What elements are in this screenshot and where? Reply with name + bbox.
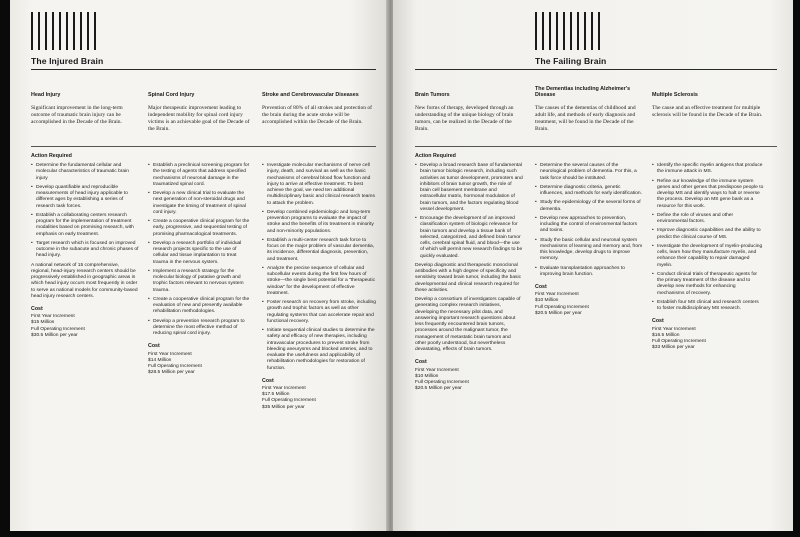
left-page (10, 0, 388, 531)
cost-line: First Year Increment (415, 367, 459, 373)
list-item: • Establish a preclinical screening program for the testing of agents that address specified mechanisms of neuronal damage in the traumatized spinal cord. (148, 163, 253, 188)
list-item: • Define the role of viruses and other environmental factors. (652, 213, 764, 226)
column-heading: Multiple Sclerosis (652, 92, 698, 99)
list-item: • Establish four MS clinical and research centers to foster multidisciplinary MS research. (652, 300, 764, 313)
cost-line: First Year Increment (31, 314, 75, 320)
list-item: • Establish a multi-center research task force to focus on the major problem of vascular dementia, its incidence, differential diagnosis, prevention, and treatment. (262, 238, 377, 263)
paragraph: Develop diagnostic and therapeutic monoclonal antibodies with a high degree of specificity and sensitivity toward brain tumor, including the basic developmental and clinical research required for these activities. (415, 262, 522, 293)
cost-line: Full Operating Increment (535, 304, 589, 310)
list-item: • Investigate the development of myelin-producing cells, learn how they manufacture myelin, and enhance their capability to repair damaged myelin. (652, 244, 764, 269)
cost-line: $20.5 Million per year (415, 386, 462, 392)
decorative-bars (535, 12, 600, 50)
cost-line: $15 Million (31, 320, 55, 326)
paragraph: A national network of 15 comprehensive, regional, head-injury research centers should be progressively established in geographic areas in which head injury occurs most frequently in order to serve as national models for community-based head injury research centers. (31, 262, 138, 299)
column-stroke (262, 79, 377, 145)
list-item: • Improve diagnostic capabilities and the ability to predict the clinical course of MS. (652, 228, 764, 241)
column-head-injury (31, 79, 139, 145)
section-title: The Injured Brain (31, 56, 104, 66)
title-rule (415, 69, 777, 70)
cost-line: First Year Increment (148, 351, 192, 357)
action-rule (415, 146, 777, 147)
list-item: • Develop combined epidemiologic and long-term prevention programs to evaluate the impact of stroke and the benefits of its treatment in minority and non-minority populations. (262, 210, 377, 235)
list-item: • Identify the specific myelin antigens that produce the immune attack in MS. (652, 163, 764, 176)
cost-line: $10 Million (415, 373, 439, 379)
cost-line: $35 Million per year (262, 404, 305, 410)
list-item: • Study the epidemiology of the several forms of dementia. (535, 200, 643, 213)
cost-heading: Cost (31, 306, 43, 312)
list-item: • Create a cooperative clinical program for the evaluation of new and presently available rehabilitation methodologies. (148, 297, 253, 316)
multiple-sclerosis-body (652, 163, 764, 351)
title-rule (31, 69, 376, 70)
cost-line: First Year Increment (535, 292, 579, 298)
right-page (393, 0, 793, 531)
list-item: • Foster research on recovery from stroke, including growth and trophic factors as well as other regulating systems that can accelerate repair and functional recovery. (262, 300, 377, 325)
list-item: • Analyze the precise sequence of cellular and subcellular events during the first few hours of stroke—the single best potential for a "therapeutic window" for the development of effective treatment. (262, 266, 377, 297)
cost-heading: Cost (148, 343, 160, 350)
list-item: • Create a cooperative clinical program for the early, progressive, and sequential testing of promising pharmacological treatments. (148, 219, 253, 238)
brain-tumors-body (415, 163, 523, 392)
cost-heading: Cost (535, 284, 547, 290)
column-dementias (535, 79, 643, 145)
head-injury-body (31, 163, 139, 339)
cost-line: $30.5 Million per year (31, 332, 78, 338)
column-intro: New forms of therapy, developed through an understanding of the unique biology of brain tumors, can be realized in the Decade of the Brain. (415, 105, 514, 132)
cost-heading: Cost (652, 318, 664, 325)
list-item: • Target research which is focused on improved outcome in the subacute and chronic phases of head injury. (31, 241, 139, 260)
cost-line: Full Operating Increment (652, 338, 706, 344)
list-item: • Evaluate transplantation approaches to improving brain function. (535, 266, 643, 279)
list-item: • Develop new approaches to prevention, including the control of environmental factors and toxins. (535, 216, 643, 235)
column-intro: Significant improvement in the long-term outcome of traumatic brain injury can be accomplished in the Decade of the Brain. (31, 105, 123, 125)
column-heading: Stroke and Cerebrovascular Diseases (262, 92, 359, 99)
list-item: • Determine diagnostic criteria, genetic influences, and methods for early identification. (535, 185, 643, 198)
decorative-bars (31, 12, 96, 50)
list-item: • Refine our knowledge of the immune system genes and other genes that predispose people to develop MS and identify ways to halt or reverse the process. Develop an MS gene bank as a resource for this work. (652, 179, 764, 210)
list-item: • Develop quantifiable and reproducible measurements of head injury applicable to different ages by establishing a series of research task forces. (31, 185, 139, 210)
cost-line: First Year Increment (652, 326, 696, 332)
paragraph: Develop a consortium of investigators capable of generating complex research initiatives, developing the necessary pilot data, and answering important research questions about less frequently encountered brain tumors, processes around the malignant tumor, the management of metastatic brain tumors and other poorly understood, but nevertheless devastating, effects of brain tumors. (415, 297, 521, 352)
list-item: • Determine the several causes of the neurological problem of dementia. For this, a task force should be instituted. (535, 163, 643, 182)
column-multiple-sclerosis (652, 79, 764, 145)
cost-line: Full Operating Increment (262, 398, 316, 404)
action-rule (31, 146, 376, 147)
list-item: • Develop a broad research base of fundamental brain tumor biologic research, including such activities as tumor development, promoters and inhibitors of brain tumor growth, the role of brain cell basement membrane and extracellular matrix, hormonal modulation of brain tumors, and the factors regulating blood vessel development. (415, 163, 523, 213)
column-intro: The cause and an effective treatment for multiple sclerosis will be found in the Decade of the Brain. (652, 105, 763, 118)
cost-line: $33 Million per year (652, 345, 695, 351)
list-item: • Develop a research portfolio of individual research projects specific to the use of cellular and tissue implantation to treat trauma in the nervous system. (148, 241, 253, 266)
spinal-cord-body (148, 163, 253, 376)
cost-line: $16.5 Million (652, 332, 680, 338)
cost-line: $28.5 Million per year (148, 370, 195, 376)
column-heading: Head Injury (31, 92, 61, 99)
list-item: • Develop a new clinical trial to evaluate the next generation of non-steroidal drugs and investigate the timing of treatment of spinal cord injury. (148, 191, 253, 216)
stroke-body (262, 163, 377, 411)
cost-line: $10 Million (535, 298, 559, 304)
action-required-label: Action Required (415, 153, 456, 159)
column-brain-tumors (415, 79, 523, 145)
cost-heading: Cost (415, 359, 427, 366)
column-spinal-cord-injury (148, 79, 253, 145)
list-item: • Investigate molecular mechanisms of nerve cell injury, death, and survival as well as the basic mechanisms of cerebral blood flow function and injury to arrive at effective treatment. To best achieve the goal, we need ten additional multidisciplinary basic and clinical research teams to attack the problem. (262, 163, 377, 207)
cost-heading: Cost (262, 377, 274, 384)
column-heading: Spinal Cord Injury (148, 92, 195, 99)
cost-line: Full Operating Increment (415, 379, 469, 385)
list-item: • Establish a collaborating centers research program for the implementation of treatment modalities based on promising research, with emphasis on early treatment. (31, 213, 139, 238)
column-intro: Prevention of 80% of all strokes and protection of the brain during the acute stroke will be accomplished within the Decade of the Brain. (262, 105, 372, 125)
column-intro: Major therapeutic improvement leading to independent mobility for spinal cord injury victims is an achievable goal of the Decade of the Brain. (148, 105, 250, 132)
cost-line: $17.5 Million (262, 392, 290, 398)
dementias-body (535, 163, 643, 317)
cost-line: $14 Million (148, 357, 172, 363)
list-item: • Develop a prevention research program to determine the most effective method of reducing spinal cord injury. (148, 319, 253, 338)
list-item: • Determine the fundamental cellular and molecular characteristics of traumatic brain injury (31, 163, 139, 182)
cost-line: First Year Increment (262, 386, 306, 391)
cost-line: $20.5 Million per year (535, 310, 582, 316)
list-item: • Conduct clinical trials of therapeutic agents for the primary treatment of the disease and to develop new methods for enhancing mechanisms of recovery. (652, 272, 764, 297)
list-item: • Study the basic cellular and neuronal system mechanisms of learning and memory and, from this knowledge, develop drugs to improve memory. (535, 238, 643, 263)
list-item: • Encourage the development of an improved classification system of biologic relevance for brain tumors and develop a tissue bank of selected, categorized, and defined brain tumor cells, cerebral spinal fluid, and blood—the use of which will permit new research findings to be quickly evaluated. (415, 216, 523, 260)
list-item: • Initiate sequential clinical studies to determine the safety and efficacy of new therapies, including intravascular procedures to prevent stroke from bleeding aneurysms and blocked arteries, and to evaluate the usefulness and applicability of rehabilitation methodologies for restoration of function. (262, 328, 377, 372)
column-intro: The causes of the dementias of childhood and adult life, and methods of early diagnosis and treatment, will be found in the Decade of the Brain. (535, 105, 636, 132)
cost-line: Full Operating Increment (148, 363, 202, 369)
column-heading: The Dementias including Alzheimer's Disease (535, 85, 631, 99)
section-title: The Failing Brain (535, 56, 607, 66)
cost-line: Full Operating Increment (31, 326, 85, 332)
action-required-label: Action Required (31, 153, 72, 159)
column-heading: Brain Tumors (415, 92, 450, 99)
list-item: • Implement a research strategy for the molecular biology of putative growth and trophic factors relevant to nervous system trauma. (148, 269, 253, 294)
